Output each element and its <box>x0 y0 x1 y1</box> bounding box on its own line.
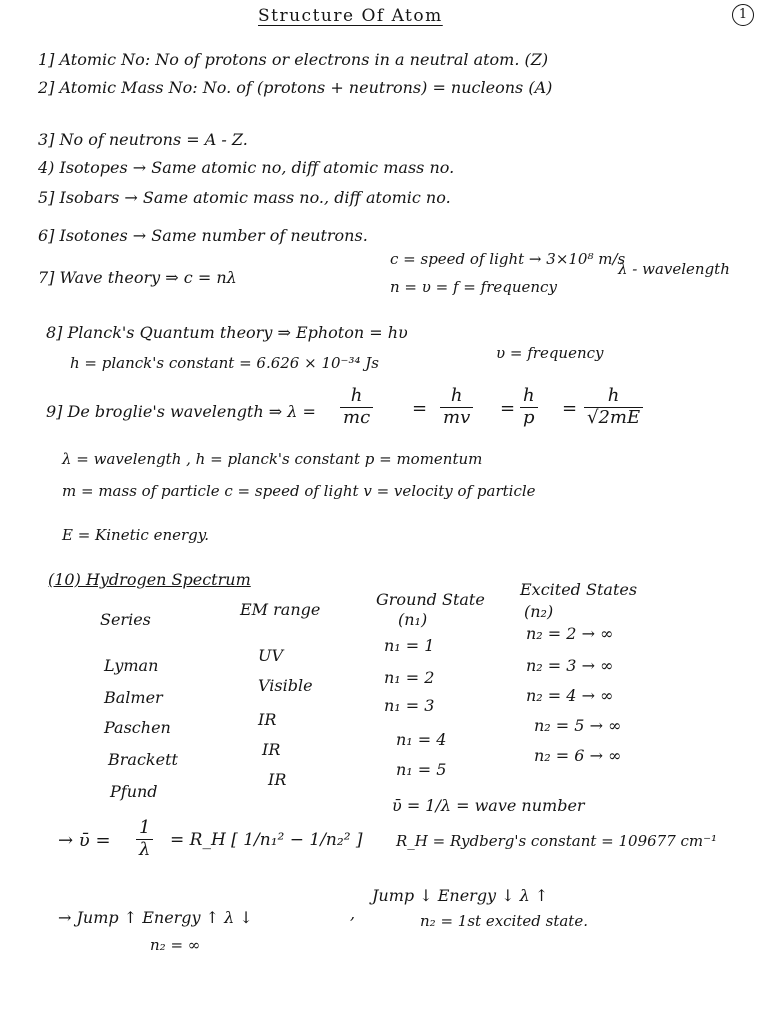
fraction-denominator: λ <box>136 839 153 861</box>
page-number: 1 <box>732 4 754 26</box>
equals-sign: = <box>500 398 516 419</box>
line-isobars: 5] Isobars → Same atomic mass no., diff atomic no. <box>38 188 451 207</box>
fraction-numerator: h <box>607 385 620 406</box>
hydrogen-spectrum-heading: (10) Hydrogen Spectrum <box>48 570 251 589</box>
planck-frequency: υ = frequency <box>496 344 604 362</box>
rydberg-fraction <box>136 818 153 860</box>
rydberg-constant: R_H = Rydberg's constant = 109677 cm⁻¹ <box>396 832 718 850</box>
fraction-numerator: h <box>450 385 463 406</box>
ground-state: n₁ = 2 <box>384 668 435 687</box>
line-planck: 8] Planck's Quantum theory ⇒ Ephoton = hυ <box>46 323 408 342</box>
rydberg-rhs: = R_H [ 1/n₁² − 1/n₂² ] <box>170 830 363 850</box>
series-name: Paschen <box>104 718 171 737</box>
fraction-denominator: mc <box>340 407 373 429</box>
ground-state: n₁ = 1 <box>384 636 435 655</box>
column-header-ground-sub: (n₁) <box>398 610 428 629</box>
column-header-excited-states: Excited States <box>520 580 638 599</box>
fraction-denominator: p <box>520 407 538 429</box>
debroglie-definitions-3: E = Kinetic energy. <box>62 526 210 544</box>
excited-states: n₂ = 4 → ∞ <box>526 686 614 705</box>
column-header-excited-sub: (n₂) <box>524 602 554 621</box>
em-range: UV <box>258 646 284 665</box>
jump-down-condition: n₂ = 1st excited state. <box>420 912 588 930</box>
fraction-numerator: h <box>350 385 363 406</box>
line-atomic-number: 1] Atomic No: No of protons or electrons in a neutral atom. (Z) <box>38 50 549 69</box>
column-header-ground-state: Ground State <box>376 590 485 609</box>
debroglie-definitions-2: m = mass of particle c = speed of light v = velocity of particle <box>62 482 536 500</box>
series-name: Lyman <box>104 656 159 675</box>
jump-up-condition: n₂ = ∞ <box>150 936 201 954</box>
equals-sign: = <box>562 398 578 419</box>
wave-n-note: n = υ = f = frequency <box>390 278 557 296</box>
ground-state: n₁ = 5 <box>396 760 447 779</box>
excited-states: n₂ = 6 → ∞ <box>534 746 622 765</box>
debroglie-definitions-1: λ = wavelength , h = planck's constant p = momentum <box>62 450 483 468</box>
fraction-denominator: mv <box>440 407 473 429</box>
comma-separator: , <box>350 904 356 923</box>
wave-c-note: c = speed of light → 3×10⁸ m/s <box>390 250 626 268</box>
jump-up-line: → Jump ↑ Energy ↑ λ ↓ <box>58 908 253 927</box>
em-range: Visible <box>258 676 313 695</box>
excited-states: n₂ = 5 → ∞ <box>534 716 622 735</box>
debroglie-fraction-mc <box>340 386 373 428</box>
line-neutrons: 3] No of neutrons = A - Z. <box>38 130 248 149</box>
line-isotones: 6] Isotones → Same number of neutrons. <box>38 226 368 245</box>
fraction-denominator: √2mE <box>584 407 643 429</box>
debroglie-fraction-p <box>520 386 538 428</box>
series-name: Balmer <box>104 688 163 707</box>
excited-states: n₂ = 3 → ∞ <box>526 656 614 675</box>
jump-down-line: Jump ↓ Energy ↓ λ ↑ <box>372 886 549 905</box>
ground-state: n₁ = 3 <box>384 696 435 715</box>
column-header-series: Series <box>100 610 151 629</box>
em-range: IR <box>262 740 281 759</box>
fraction-numerator: 1 <box>139 817 151 838</box>
fraction-numerator: h <box>523 385 535 406</box>
rydberg-lhs: → ῡ = <box>58 830 111 851</box>
page-title: Structure Of Atom <box>258 6 443 26</box>
wave-lambda-note: λ - wavelength <box>618 260 730 278</box>
series-name: Brackett <box>108 750 178 769</box>
debroglie-fraction-mv <box>440 386 473 428</box>
excited-states: n₂ = 2 → ∞ <box>526 624 614 643</box>
planck-constant: h = planck's constant = 6.626 × 10⁻³⁴ Js <box>70 354 379 372</box>
line-debroglie: 9] De broglie's wavelength ⇒ λ = <box>46 402 316 421</box>
line-wave-theory: 7] Wave theory ⇒ c = nλ <box>38 268 237 287</box>
debroglie-fraction-2mE <box>584 386 643 428</box>
em-range: IR <box>268 770 287 789</box>
equals-sign: = <box>412 398 428 419</box>
series-name: Pfund <box>110 782 158 801</box>
ground-state: n₁ = 4 <box>396 730 447 749</box>
line-isotopes: 4) Isotopes → Same atomic no, diff atomic mass no. <box>38 158 455 177</box>
em-range: IR <box>258 710 277 729</box>
column-header-em-range: EM range <box>240 600 321 619</box>
line-atomic-mass: 2] Atomic Mass No: No. of (protons + neutrons) = nucleons (A) <box>38 78 553 97</box>
wave-number-definition: ῡ = 1/λ = wave number <box>392 796 585 815</box>
